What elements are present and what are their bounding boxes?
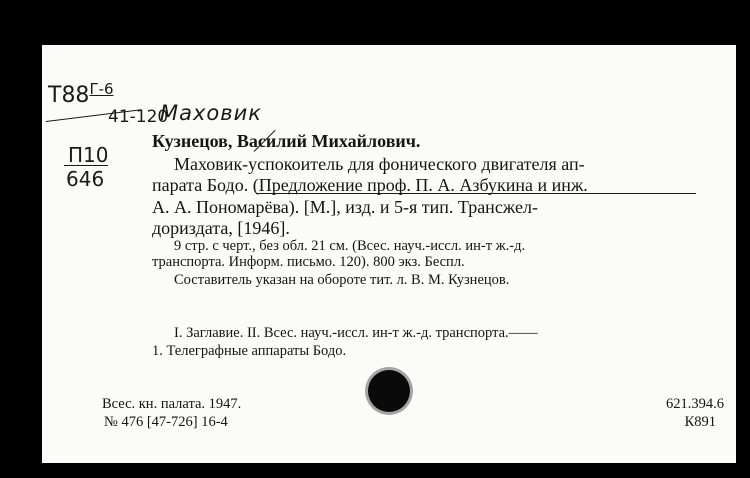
handwritten-short-title: Маховик bbox=[160, 101, 262, 125]
title-line: парата Бодо. (Предложение проф. П. А. Азбукина и инж. bbox=[152, 175, 588, 195]
shelfmark-superscript: Г-6 bbox=[89, 80, 114, 98]
handwritten-shelfmark bbox=[48, 80, 114, 108]
title-line: А. А. Пономарёва). [М.], изд. и 5-я тип. Трансжел- bbox=[152, 197, 538, 217]
author-sign: К891 bbox=[684, 414, 716, 430]
title-line: дориздата, [1946]. bbox=[152, 218, 290, 238]
shelfmark-main: Т88 bbox=[48, 83, 90, 108]
registration-number: № 476 [47-726] 16-4 bbox=[104, 414, 228, 430]
udc-index: 621.394.6 bbox=[666, 396, 724, 412]
collation-line: транспорта. Информ. письмо. 120). 800 экз. Беспл. bbox=[152, 254, 465, 270]
handwritten-class-bottom: 646 bbox=[66, 167, 105, 191]
tracing-line: I. Заглавие. II. Всес. науч.-иссл. ин-т ж.-д. транспорта.—— bbox=[174, 325, 538, 341]
book-chamber-note: Всес. кн. палата. 1947. bbox=[102, 396, 242, 412]
author-heading: Кузнецов, Василий Михайлович. bbox=[152, 131, 421, 151]
note-line: Составитель указан на обороте тит. л. В. М. Кузнецов. bbox=[174, 272, 510, 288]
handwritten-title-underline bbox=[256, 193, 696, 194]
card-punch-hole bbox=[368, 370, 410, 412]
handwritten-inventory-number: 41-120 bbox=[108, 107, 169, 127]
collation-line: 9 стр. с черт., без обл. 21 см. (Всес. науч.-иссл. ин-т ж.-д. bbox=[174, 238, 526, 254]
catalog-card bbox=[42, 45, 736, 463]
handwritten-class-top: П10 bbox=[68, 143, 109, 167]
tracing-line: 1. Телеграфные аппараты Бодо. bbox=[152, 343, 347, 359]
title-line: Маховик-успокоитель для фонического двигателя ап- bbox=[174, 154, 585, 174]
class-fraction-line bbox=[64, 165, 108, 166]
